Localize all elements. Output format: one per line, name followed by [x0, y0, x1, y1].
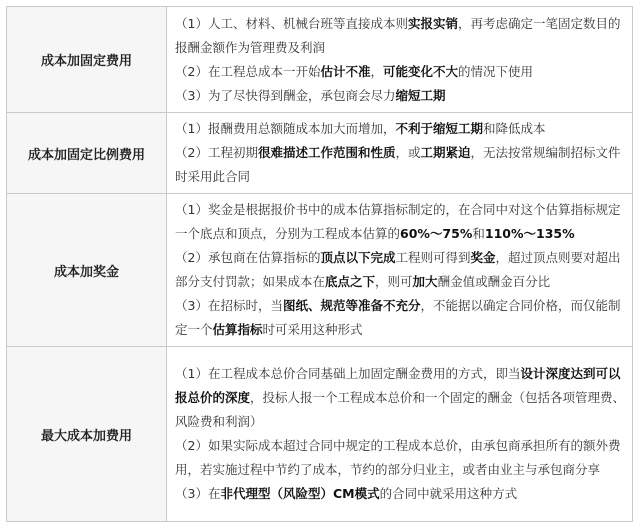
body-text: ，或	[395, 145, 421, 160]
body-text: （2）承包商在估算指标的	[175, 250, 321, 265]
emphasis-text: 不利于缩短工期	[395, 121, 483, 136]
body-text: （3）在	[175, 486, 221, 501]
table-row	[7, 113, 633, 194]
body-text: 酬金值或酬金百分比	[437, 274, 551, 289]
emphasis-text: 图纸、规范等准备不充分	[282, 298, 421, 313]
body-text: （2）在工程总成本一开始	[175, 63, 321, 79]
body-text: 时可采用这种形式	[262, 322, 363, 337]
emphasis-text: 工期紧迫	[420, 145, 471, 160]
table-body	[7, 7, 633, 522]
emphasis-text: 很难描述工作范围和性质	[257, 145, 396, 160]
body-text: （2）工程初期	[175, 145, 258, 160]
body-text: ，	[370, 63, 383, 79]
emphasis-text: 估算指标	[212, 322, 263, 337]
body-text: （2）如果实际成本超过合同中规定的工程成本总价，由承包商承担所有的额外费用，若实施过程中节约了成本，节约的部分归业主，或者由业主与承包商分享	[175, 438, 621, 477]
body-text: 和降低成本	[482, 121, 546, 136]
description-item	[175, 117, 626, 141]
contract-types-table	[6, 6, 633, 522]
body-text: ，超过顶点则要对超出部分支付罚款；如果成本在	[175, 250, 621, 289]
body-text: （3）为了尽快得到酬金，承包商会尽力	[175, 87, 396, 103]
description-item	[175, 12, 626, 60]
contract-type-description	[167, 347, 633, 522]
emphasis-text: 缩短工期	[395, 87, 446, 103]
body-text: ，无法按常规编制招标文件时采用此合同	[175, 145, 621, 184]
table-row	[7, 194, 633, 347]
body-text: （1）报酬费用总额随成本加大而增加，	[175, 121, 396, 136]
description-item	[175, 84, 626, 108]
contract-type-name: 成本加奖金	[7, 194, 167, 347]
contract-type-description	[167, 7, 633, 113]
body-text: ，则可	[375, 274, 413, 289]
contract-type-description	[167, 113, 633, 194]
emphasis-text: 实报实销	[407, 15, 458, 31]
description-item	[175, 482, 626, 506]
emphasis-text: 加大	[412, 274, 438, 289]
body-text: （1）在工程成本总价合同基础上加固定酬金费用的方式，即当	[175, 366, 521, 381]
contract-type-name: 最大成本加费用	[7, 347, 167, 522]
body-text: ，再考虑确定一笔固定数目的报酬金额作为管理费及利润	[175, 15, 621, 55]
emphasis-text: 非代理型（风险型）CM模式	[220, 486, 380, 501]
body-text: 工程则可得到	[395, 250, 471, 265]
emphasis-text: 估计不准	[320, 63, 371, 79]
body-text: （1）奖金是根据报价书中的成本估算指标制定的，在合同中对这个估算指标规定一个底点和顶点，分别为工程成本估算的	[175, 202, 621, 241]
emphasis-text: 底点之下	[325, 274, 376, 289]
contract-type-name: 成本加固定比例费用	[7, 113, 167, 194]
description-item	[175, 141, 626, 189]
body-text: （1）人工、材料、机械台班等直接成本则	[175, 15, 408, 31]
table-row	[7, 347, 633, 522]
table-row	[7, 7, 633, 113]
emphasis-text: 110%～135%	[484, 226, 575, 241]
description-item	[175, 246, 626, 294]
contract-type-description	[167, 194, 633, 347]
body-text: 的合同中就采用这种方式	[379, 486, 518, 501]
emphasis-text: 顶点以下完成	[320, 250, 396, 265]
body-text: ，投标人报一个工程成本总价和一个固定的酬金（包括各项管理费、风险费和利润）	[175, 390, 626, 429]
body-text: ，不能据以确定合同价格，而仅能制定一个	[175, 298, 621, 337]
emphasis-text: 设计深度达到可以报总价的深度	[175, 366, 621, 405]
description-item	[175, 198, 626, 246]
body-text: 的情况下使用	[458, 63, 534, 79]
contract-type-name: 成本加固定费用	[7, 7, 167, 113]
description-item	[175, 294, 626, 342]
description-item	[175, 362, 626, 434]
description-item	[175, 434, 626, 482]
body-text: 和	[472, 226, 485, 241]
description-item	[175, 60, 626, 84]
emphasis-text: 60%～75%	[400, 226, 473, 241]
emphasis-text: 可能变化不大	[383, 63, 459, 79]
body-text: （3）在招标时，当	[175, 298, 283, 313]
emphasis-text: 奖金	[470, 250, 496, 265]
